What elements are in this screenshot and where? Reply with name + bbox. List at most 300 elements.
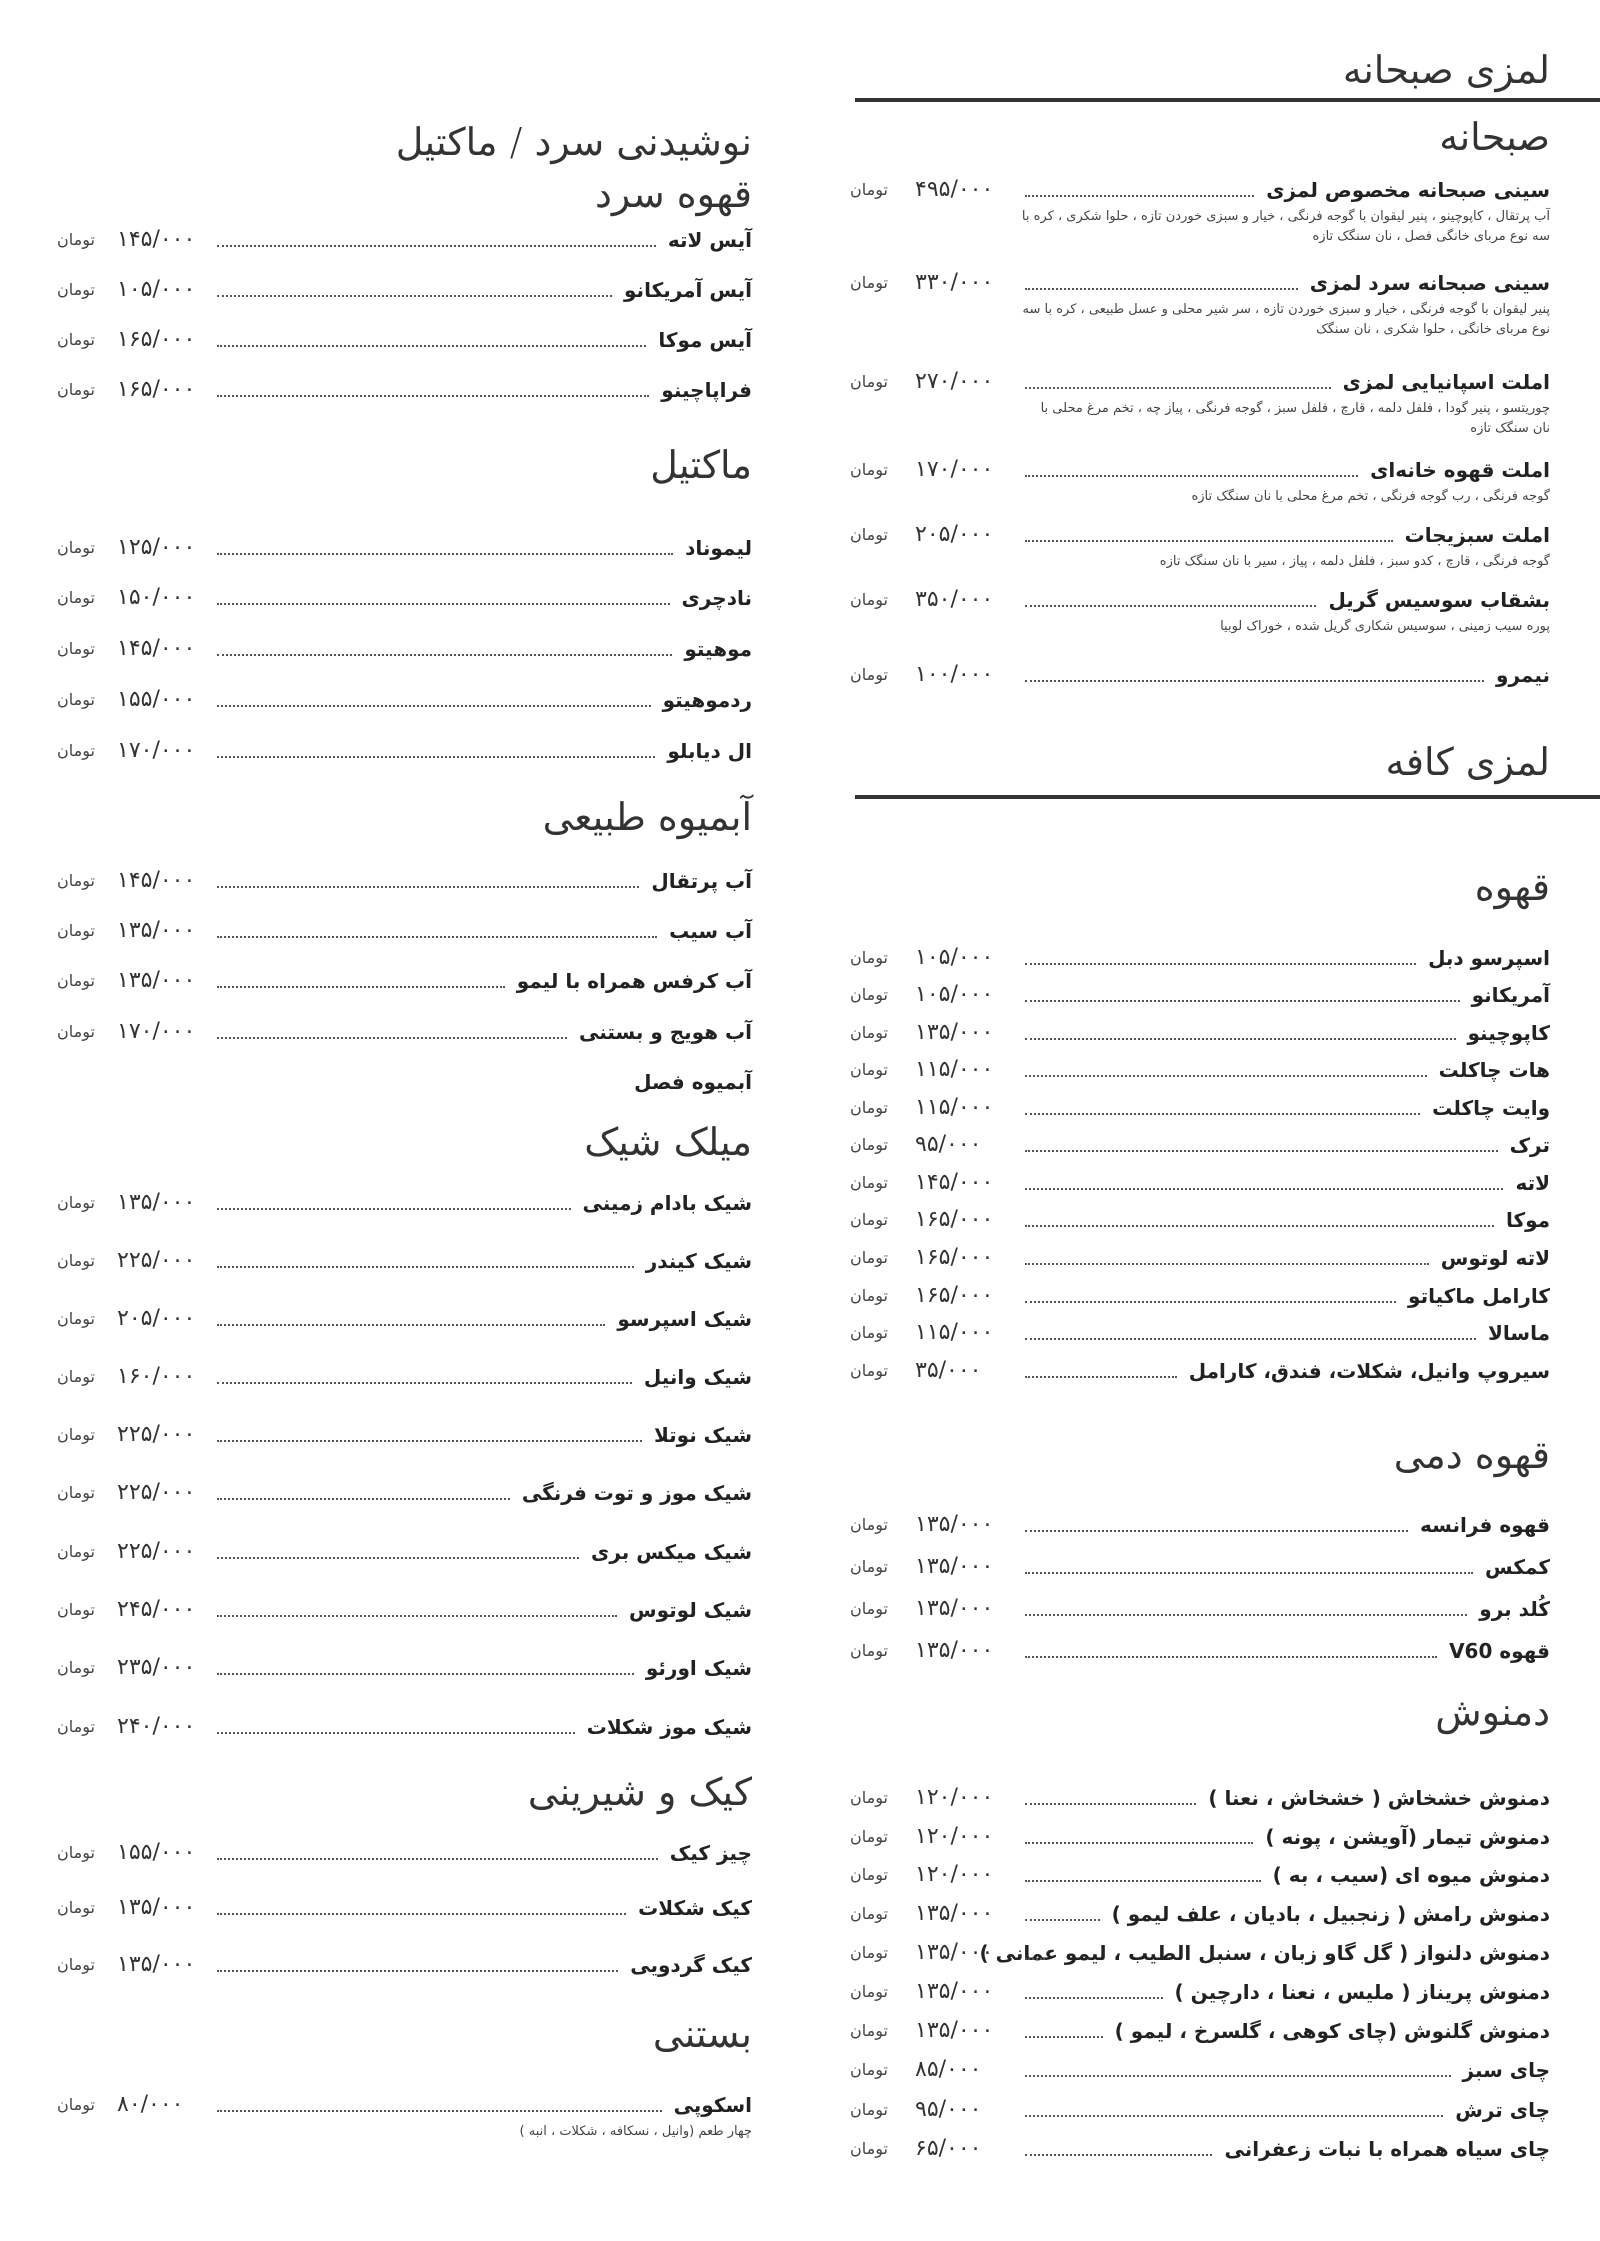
currency-label: تومان: [57, 971, 95, 990]
menu-item-price: ۱۳۵/۰۰۰: [117, 1952, 196, 1977]
menu-item-price: ۱۴۵/۰۰۰: [117, 227, 196, 252]
menu-item: [850, 943, 1550, 973]
menu-item: [52, 1537, 752, 1567]
currency-label: تومان: [57, 1425, 95, 1444]
menu-item-price: ۱۰۵/۰۰۰: [915, 982, 994, 1007]
currency-label: تومان: [850, 2021, 888, 2040]
currency-label: تومان: [57, 230, 95, 249]
menu-item-leader: [1025, 2154, 1212, 2156]
juice-title: آبمیوه طبیعی: [542, 795, 752, 839]
menu-item-name: کُلد برو: [1479, 1597, 1550, 1621]
currency-label: تومان: [850, 2100, 888, 2119]
menu-item-leader: [1025, 963, 1416, 965]
menu-item: [52, 1653, 752, 1683]
menu-item-leader: [1025, 1530, 1408, 1532]
currency-label: تومان: [850, 1248, 888, 1267]
menu-item-name: فراپاچینو: [661, 378, 752, 402]
menu-item-name: لاته لوتوس: [1440, 1246, 1550, 1270]
currency-label: تومان: [57, 1251, 95, 1270]
currency-label: تومان: [850, 1098, 888, 1117]
menu-item-price: ۱۵۵/۰۰۰: [117, 687, 196, 712]
menu-item-name: قهوه V60: [1449, 1639, 1550, 1663]
currency-label: تومان: [850, 1060, 888, 1079]
menu-item: [850, 1822, 1550, 1852]
menu-item-price: ۲۰۵/۰۰۰: [117, 1306, 196, 1331]
menu-item: [850, 1783, 1550, 1813]
menu-item: [850, 1510, 1550, 1540]
menu-item-price: ۱۱۵/۰۰۰: [915, 1057, 994, 1082]
menu-item-price: ۱۳۵/۰۰۰: [915, 1512, 994, 1537]
menu-item-name: ردموهیتو: [662, 688, 752, 712]
menu-item-name: شیک وانیل: [643, 1365, 752, 1389]
menu-item-name: کیک گردویی: [630, 1953, 752, 1977]
menu-item-price: ۱۵۰/۰۰۰: [117, 585, 196, 610]
menu-item-leader: [217, 886, 639, 888]
menu-item-name: آیس موکا: [658, 328, 752, 352]
menu-item-name: املت اسپانیایی لمزی: [1342, 370, 1550, 394]
currency-label: تومان: [850, 1943, 888, 1962]
menu-item-leader: [217, 1615, 617, 1617]
menu-item: [850, 268, 1550, 298]
menu-item-name: املت قهوه خانه‌ای: [1370, 458, 1550, 482]
breakfast-title: صبحانه: [1439, 115, 1550, 159]
menu-item-name: چای ترش: [1455, 2098, 1550, 2122]
menu-item-price: ۶۵/۰۰۰: [915, 2136, 982, 2161]
menu-item-name: دمنوش میوه ای (سیب ، به ): [1272, 1863, 1550, 1887]
menu-item-name: آب هویج و بستنی: [578, 1020, 752, 1044]
menu-item-name: هات چاکلت: [1438, 1058, 1550, 1082]
menu-item-leader: [217, 603, 670, 605]
menu-item: [52, 2090, 752, 2120]
menu-item-name: ماسالا: [1488, 1321, 1550, 1345]
menu-item-leader: [1025, 195, 1254, 197]
menu-item-price: ۱۳۵/۰۰۰: [915, 1020, 994, 1045]
menu-item-price: ۲۷۰/۰۰۰: [915, 369, 994, 394]
menu-item-leader: [1025, 1075, 1427, 1077]
currency-label: تومان: [850, 948, 888, 967]
currency-label: تومان: [850, 1982, 888, 2001]
menu-item-price: ۱۴۵/۰۰۰: [117, 636, 196, 661]
currency-label: تومان: [57, 1367, 95, 1386]
menu-item-name: قهوه فرانسه: [1420, 1513, 1550, 1537]
menu-item-price: ۱۳۵/۰۰۰: [915, 1596, 994, 1621]
menu-item-name: دمنوش گلنوش (چای کوهی ، گلسرخ ، لیمو ): [1114, 2019, 1550, 2043]
menu-item: [850, 2134, 1550, 2164]
currency-label: تومان: [57, 1955, 95, 1974]
cake-title: کیک و شیرینی: [527, 1770, 752, 1814]
menu-item-leader: [1025, 1376, 1177, 1378]
currency-label: تومان: [850, 372, 888, 391]
currency-label: تومان: [850, 1788, 888, 1807]
menu-item-price: ۱۶۵/۰۰۰: [915, 1207, 994, 1232]
menu-item-name: شیک موز و توت فرنگی: [521, 1481, 752, 1505]
menu-item: [850, 1594, 1550, 1624]
menu-item: [52, 916, 752, 946]
menu-item: [52, 325, 752, 355]
menu-item-price: ۲۲۵/۰۰۰: [117, 1422, 196, 1447]
brew-title: قهوه دمی: [1393, 1433, 1550, 1477]
menu-item-leader: [1025, 1842, 1253, 1844]
currency-label: تومان: [57, 1542, 95, 1561]
menu-item-leader: [1025, 1188, 1503, 1190]
menu-item-price: ۳۵/۰۰۰: [915, 1358, 982, 1383]
menu-item-price: ۲۲۵/۰۰۰: [117, 1539, 196, 1564]
menu-item-price: ۱۱۵/۰۰۰: [915, 1095, 994, 1120]
menu-item-price: ۲۳۵/۰۰۰: [117, 1655, 196, 1680]
currency-label: تومان: [57, 1843, 95, 1862]
menu-item: [850, 2016, 1550, 2046]
currency-label: تومان: [850, 590, 888, 609]
currency-label: تومان: [57, 1717, 95, 1736]
menu-item-name: کاپوچینو: [1467, 1021, 1550, 1045]
menu-item-leader: [1025, 2075, 1451, 2077]
menu-item-name: دمنوش رامش ( زنجبیل ، بادیان ، علف لیمو ): [1111, 1902, 1550, 1926]
menu-item-price: ۹۵/۰۰۰: [915, 1132, 982, 1157]
menu-item-name: اسکوپی: [673, 2093, 752, 2117]
menu-item-leader: [217, 1557, 579, 1559]
menu-item: [850, 2055, 1550, 2085]
menu-item: [52, 1420, 752, 1450]
menu-item-price: ۲۰۵/۰۰۰: [915, 522, 994, 547]
menu-item: [850, 1860, 1550, 1890]
menu-item-name: شیک لوتوس: [629, 1598, 752, 1622]
menu-item-leader: [217, 1498, 510, 1500]
menu-item-price: ۱۶۵/۰۰۰: [117, 327, 196, 352]
menu-item-name: آیس لاته: [667, 228, 752, 252]
currency-label: تومان: [850, 1599, 888, 1618]
menu-item-name: آبمیوه فصل: [634, 1070, 752, 1094]
menu-item-name: سینی صبحانه سرد لمزی: [1309, 271, 1550, 295]
menu-item-name: نیمرو: [1496, 663, 1550, 687]
currency-label: تومان: [850, 1557, 888, 1576]
menu-item: [850, 1093, 1550, 1123]
menu-item: [850, 2095, 1550, 2125]
menu-item-price: ۱۳۵/۰۰۰: [915, 1901, 994, 1926]
currency-label: تومان: [850, 273, 888, 292]
currency-label: تومان: [850, 1023, 888, 1042]
menu-item: [850, 1938, 1550, 1968]
currency-label: تومان: [57, 741, 95, 760]
menu-item: [52, 634, 752, 664]
cold-drinks-header: نوشیدنی سرد / ماکتیل: [395, 120, 752, 164]
menu-item-leader: [217, 1208, 571, 1210]
menu-item-name: آب کرفس همراه با لیمو: [516, 969, 752, 993]
menu-item-price: ۱۷۰/۰۰۰: [117, 1019, 196, 1044]
currency-label: تومان: [850, 985, 888, 1004]
menu-item-name: آیس آمریکانو: [624, 278, 752, 302]
menu-item-description: چوریتسو ، پنیر گودا ، فلفل دلمه ، قارچ ، فلفل سبز ، گوجه فرنگی ، پیاز چه ، تخم مرغ محلی با نان سنگک تازه: [1040, 401, 1550, 436]
menu-item-leader: [217, 1732, 575, 1734]
menu-item-name: دمنوش خشخاش ( خشخاش ، نعنا ): [1208, 1786, 1550, 1810]
menu-item-name: نادچری: [681, 586, 752, 610]
menu-item-price: ۱۴۵/۰۰۰: [915, 1170, 994, 1195]
menu-item-price: ۱۰۵/۰۰۰: [117, 277, 196, 302]
currency-label: تومان: [850, 1173, 888, 1192]
menu-item: [850, 1899, 1550, 1929]
menu-item-leader: [217, 553, 673, 555]
currency-label: تومان: [850, 1135, 888, 1154]
menu-item-leader: [1025, 1880, 1261, 1882]
menu-item-name: اسپرسو دبل: [1428, 946, 1550, 970]
menu-item: [850, 1318, 1550, 1348]
menu-item-price: ۹۵/۰۰۰: [915, 2097, 982, 2122]
currency-label: تومان: [57, 2095, 95, 2114]
menu-item: [52, 1893, 752, 1923]
currency-label: تومان: [57, 639, 95, 658]
menu-item: [850, 1205, 1550, 1235]
currency-label: تومان: [57, 538, 95, 557]
menu-item-leader: [1025, 475, 1358, 477]
menu-item-price: ۱۲۰/۰۰۰: [915, 1824, 994, 1849]
menu-item-leader: [1025, 1803, 1196, 1805]
menu-item-price: ۱۳۵/۰۰۰: [117, 1895, 196, 1920]
currency-label: تومان: [850, 1904, 888, 1923]
menu-item-price: ۲۲۵/۰۰۰: [117, 1248, 196, 1273]
tea-title: دمنوش: [1435, 1690, 1550, 1734]
menu-item: [850, 1636, 1550, 1666]
menu-item-name: چای سیاه همراه با نبات زعفرانی: [1224, 2137, 1550, 2161]
menu-item-price: ۱۶۵/۰۰۰: [915, 1245, 994, 1270]
menu-item-leader: [1025, 288, 1298, 290]
menu-item-name: شیک اسپرسو: [617, 1307, 752, 1331]
menu-item-price: ۱۲۰/۰۰۰: [915, 1862, 994, 1887]
menu-item-leader: [217, 936, 657, 938]
menu-item-price: ۱۶۵/۰۰۰: [915, 1283, 994, 1308]
currency-label: تومان: [850, 1515, 888, 1534]
menu-item-name: شیک میکس بری: [591, 1540, 752, 1564]
menu-item-description: چهار طعم (وانیل ، نسکافه ، شکلات ، انبه ): [519, 2124, 752, 2139]
menu-item-description: آب پرتقال ، کاپوچینو ، پنیر لیقوان با گوجه فرنگی ، خیار و سبزی خوردن تازه ، حلوا شکری ، کره با سه نوع مربای خانگی فصل ، نان سنگک تازه: [1021, 209, 1550, 244]
cafe-header: لمزی کافه: [1385, 740, 1550, 784]
menu-item-price: ۱۷۰/۰۰۰: [117, 738, 196, 763]
menu-item-name: دمنوش پریناز ( ملیس ، نعنا ، دارچین ): [1174, 1980, 1550, 2004]
currency-label: تومان: [57, 1600, 95, 1619]
menu-item: [850, 520, 1550, 550]
menu-item-name: کیک شکلات: [638, 1896, 752, 1920]
currency-label: تومان: [57, 588, 95, 607]
menu-item: [52, 1304, 752, 1334]
menu-item-leader: [217, 756, 655, 758]
menu-item: [850, 455, 1550, 485]
menu-item-price: ۱۱۵/۰۰۰: [915, 1320, 994, 1345]
currency-label: تومان: [57, 871, 95, 890]
menu-item-leader: [1025, 1338, 1476, 1340]
menu-item-price: ۱۲۵/۰۰۰: [117, 535, 196, 560]
menu-item-leader: [217, 1913, 626, 1915]
currency-label: تومان: [57, 380, 95, 399]
menu-item-name: شیک اورئو: [645, 1656, 752, 1680]
menu-item-name: آمریکانو: [1471, 983, 1550, 1007]
menu-item-leader: [1025, 1572, 1473, 1574]
menu-item-name: بشقاب سوسیس گریل: [1328, 588, 1550, 612]
menu-item-name: لاته: [1515, 1171, 1550, 1195]
menu-item-price: ۱۳۵/۰۰۰: [915, 1940, 994, 1965]
menu-item-leader: [1025, 680, 1484, 682]
menu-item: [850, 660, 1550, 690]
currency-label: تومان: [850, 2139, 888, 2158]
currency-label: تومان: [57, 1658, 95, 1677]
menu-item: [850, 1130, 1550, 1160]
menu-item-price: ۱۳۵/۰۰۰: [915, 1638, 994, 1663]
menu-item: [850, 980, 1550, 1010]
menu-item-leader: [217, 1858, 658, 1860]
currency-label: تومان: [850, 665, 888, 684]
menu-item-leader: [217, 1266, 634, 1268]
currency-label: تومان: [57, 330, 95, 349]
menu-item-leader: [217, 705, 651, 707]
menu-item: [850, 1356, 1550, 1386]
menu-item: [52, 866, 752, 896]
menu-item-leader: [217, 1037, 567, 1039]
menu-item-price: ۱۵۵/۰۰۰: [117, 1840, 196, 1865]
menu-item-name: چیز کیک: [669, 1841, 752, 1865]
menu-item-leader: [1025, 1263, 1429, 1265]
menu-item-leader: [1025, 2036, 1103, 2038]
currency-label: تومان: [850, 1361, 888, 1380]
menu-item: [52, 533, 752, 563]
menu-item-price: ۱۳۵/۰۰۰: [117, 918, 196, 943]
menu-item-leader: [217, 1440, 642, 1442]
menu-item: [52, 1362, 752, 1392]
menu-item: [52, 1478, 752, 1508]
menu-item-price: ۱۰۵/۰۰۰: [915, 945, 994, 970]
menu-item-leader: [1025, 1301, 1396, 1303]
menu-item-name: شیک موز شکلات: [586, 1715, 752, 1739]
menu-item-leader: [217, 2110, 662, 2112]
menu-item: [850, 1977, 1550, 2007]
menu-item: [52, 225, 752, 255]
menu-item: [52, 275, 752, 305]
menu-item-name: آب سیب: [669, 919, 752, 943]
currency-label: تومان: [850, 1286, 888, 1305]
currency-label: تومان: [850, 1827, 888, 1846]
menu-item: [52, 1712, 752, 1742]
currency-label: تومان: [57, 1022, 95, 1041]
menu-item-price: ۳۵۰/۰۰۰: [915, 587, 994, 612]
menu-item: [850, 175, 1550, 205]
menu-item-price: ۳۳۰/۰۰۰: [915, 270, 994, 295]
currency-label: تومان: [57, 280, 95, 299]
menu-item-description: گوجه فرنگی ، رب گوجه فرنگی ، تخم مرغ محلی با نان سنگک تازه: [1191, 489, 1550, 504]
menu-item-name: سیروپ وانیل، شکلات، فندق، کارامل: [1188, 1359, 1550, 1383]
menu-item-name: شیک بادام زمینی: [582, 1191, 752, 1215]
currency-label: تومان: [57, 1309, 95, 1328]
menu-item: [52, 966, 752, 996]
menu-item-name: دمنوش دلنواز ( گل گاو زبان ، سنبل الطیب ، لیمو عمانی ): [979, 1941, 1550, 1965]
menu-item: [52, 1017, 752, 1047]
menu-item: [52, 1838, 752, 1868]
currency-label: تومان: [850, 1323, 888, 1342]
menu-item-price: ۲۴۰/۰۰۰: [117, 1714, 196, 1739]
menu-item-price: ۱۳۵/۰۰۰: [915, 1979, 994, 2004]
menu-item-price: ۱۶۰/۰۰۰: [117, 1364, 196, 1389]
menu-item-price: ۸۵/۰۰۰: [915, 2057, 982, 2082]
menu-item-name: شیک کیندر: [645, 1249, 752, 1273]
menu-item-name: وایت چاکلت: [1432, 1096, 1550, 1120]
menu-item-leader: [1025, 1038, 1456, 1040]
menu-item-name: شیک نوتلا: [653, 1423, 752, 1447]
menu-item: [850, 367, 1550, 397]
menu-item: [850, 1018, 1550, 1048]
menu-item-name: ال دیابلو: [667, 739, 752, 763]
menu-item-name: موهیتو: [684, 637, 752, 661]
menu-item-leader: [1025, 2115, 1443, 2117]
menu-item-name: املت سبزیجات: [1404, 523, 1550, 547]
currency-label: تومان: [850, 1865, 888, 1884]
menu-item-leader: [217, 295, 612, 297]
shake-title: میلک شیک: [584, 1120, 752, 1164]
currency-label: تومان: [850, 1641, 888, 1660]
menu-item-leader: [217, 245, 656, 247]
menu-item: [52, 1067, 752, 1097]
currency-label: تومان: [850, 1210, 888, 1229]
menu-item-price: ۱۴۵/۰۰۰: [117, 868, 196, 893]
menu-item: [52, 736, 752, 766]
menu-item-leader: [1025, 605, 1316, 607]
menu-item: [52, 1950, 752, 1980]
currency-label: تومان: [850, 180, 888, 199]
icecream-title: بستنی: [652, 2012, 752, 2056]
menu-item: [52, 1595, 752, 1625]
menu-item-leader: [1025, 1225, 1494, 1227]
currency-label: تومان: [57, 1193, 95, 1212]
menu-item-description: پنیر لیقوان با گوجه فرنگی ، خیار و سبزی خوردن تازه ، سر شیر محلی و عسل طبیعی ، کره با سه نوع مربای خانگی ، حلوا شکری ، نان سنگک: [1022, 302, 1550, 337]
menu-item-price: ۸۰/۰۰۰: [117, 2092, 184, 2117]
menu-item-price: ۴۹۵/۰۰۰: [915, 177, 994, 202]
menu-item-name: کمکس: [1485, 1555, 1550, 1579]
menu-item-name: موکا: [1505, 1208, 1550, 1232]
menu-item-leader: [217, 1970, 618, 1972]
menu-item-name: سینی صبحانه مخصوص لمزی: [1266, 178, 1550, 202]
menu-item-leader: [217, 345, 646, 347]
menu-item-leader: [1025, 1614, 1467, 1616]
menu-item-name: لیموناد: [685, 536, 752, 560]
menu-item: [52, 375, 752, 405]
menu-item-leader: [217, 395, 649, 397]
menu-item: [52, 1246, 752, 1276]
menu-item-leader: [1025, 1113, 1420, 1115]
menu-item: [850, 1281, 1550, 1311]
breakfast-header: لمزی صبحانه: [1342, 48, 1550, 92]
menu-item-leader: [217, 1382, 632, 1384]
menu-item: [52, 685, 752, 715]
menu-item-name: آب پرتقال: [651, 869, 752, 893]
currency-label: تومان: [850, 2060, 888, 2079]
menu-item-leader: [217, 654, 672, 656]
menu-item-leader: [1025, 1919, 1100, 1921]
menu-item-leader: [1025, 1000, 1460, 1002]
menu-item-price: ۱۰۰/۰۰۰: [915, 662, 994, 687]
menu-item-price: ۱۳۵/۰۰۰: [117, 968, 196, 993]
menu-item: [850, 1055, 1550, 1085]
menu-item-price: ۱۳۵/۰۰۰: [915, 1554, 994, 1579]
currency-label: تومان: [850, 525, 888, 544]
menu-item-price: ۱۳۵/۰۰۰: [915, 2018, 994, 2043]
menu-item-price: ۲۲۵/۰۰۰: [117, 1480, 196, 1505]
menu-item-leader: [1025, 387, 1331, 389]
menu-item: [52, 583, 752, 613]
menu-item-price: ۱۶۵/۰۰۰: [117, 377, 196, 402]
menu-item-leader: [1025, 1997, 1163, 1999]
currency-label: تومان: [850, 460, 888, 479]
menu-item-name: دمنوش تیمار (آویشن ، پونه ): [1265, 1825, 1550, 1849]
menu-item: [850, 585, 1550, 615]
menu-item-leader: [1025, 1656, 1437, 1658]
menu-item-leader: [1025, 1150, 1498, 1152]
menu-item-leader: [1025, 1958, 1045, 1960]
menu-item-name: کارامل ماکیاتو: [1408, 1284, 1550, 1308]
iced-coffee-title: قهوه سرد: [594, 172, 752, 216]
